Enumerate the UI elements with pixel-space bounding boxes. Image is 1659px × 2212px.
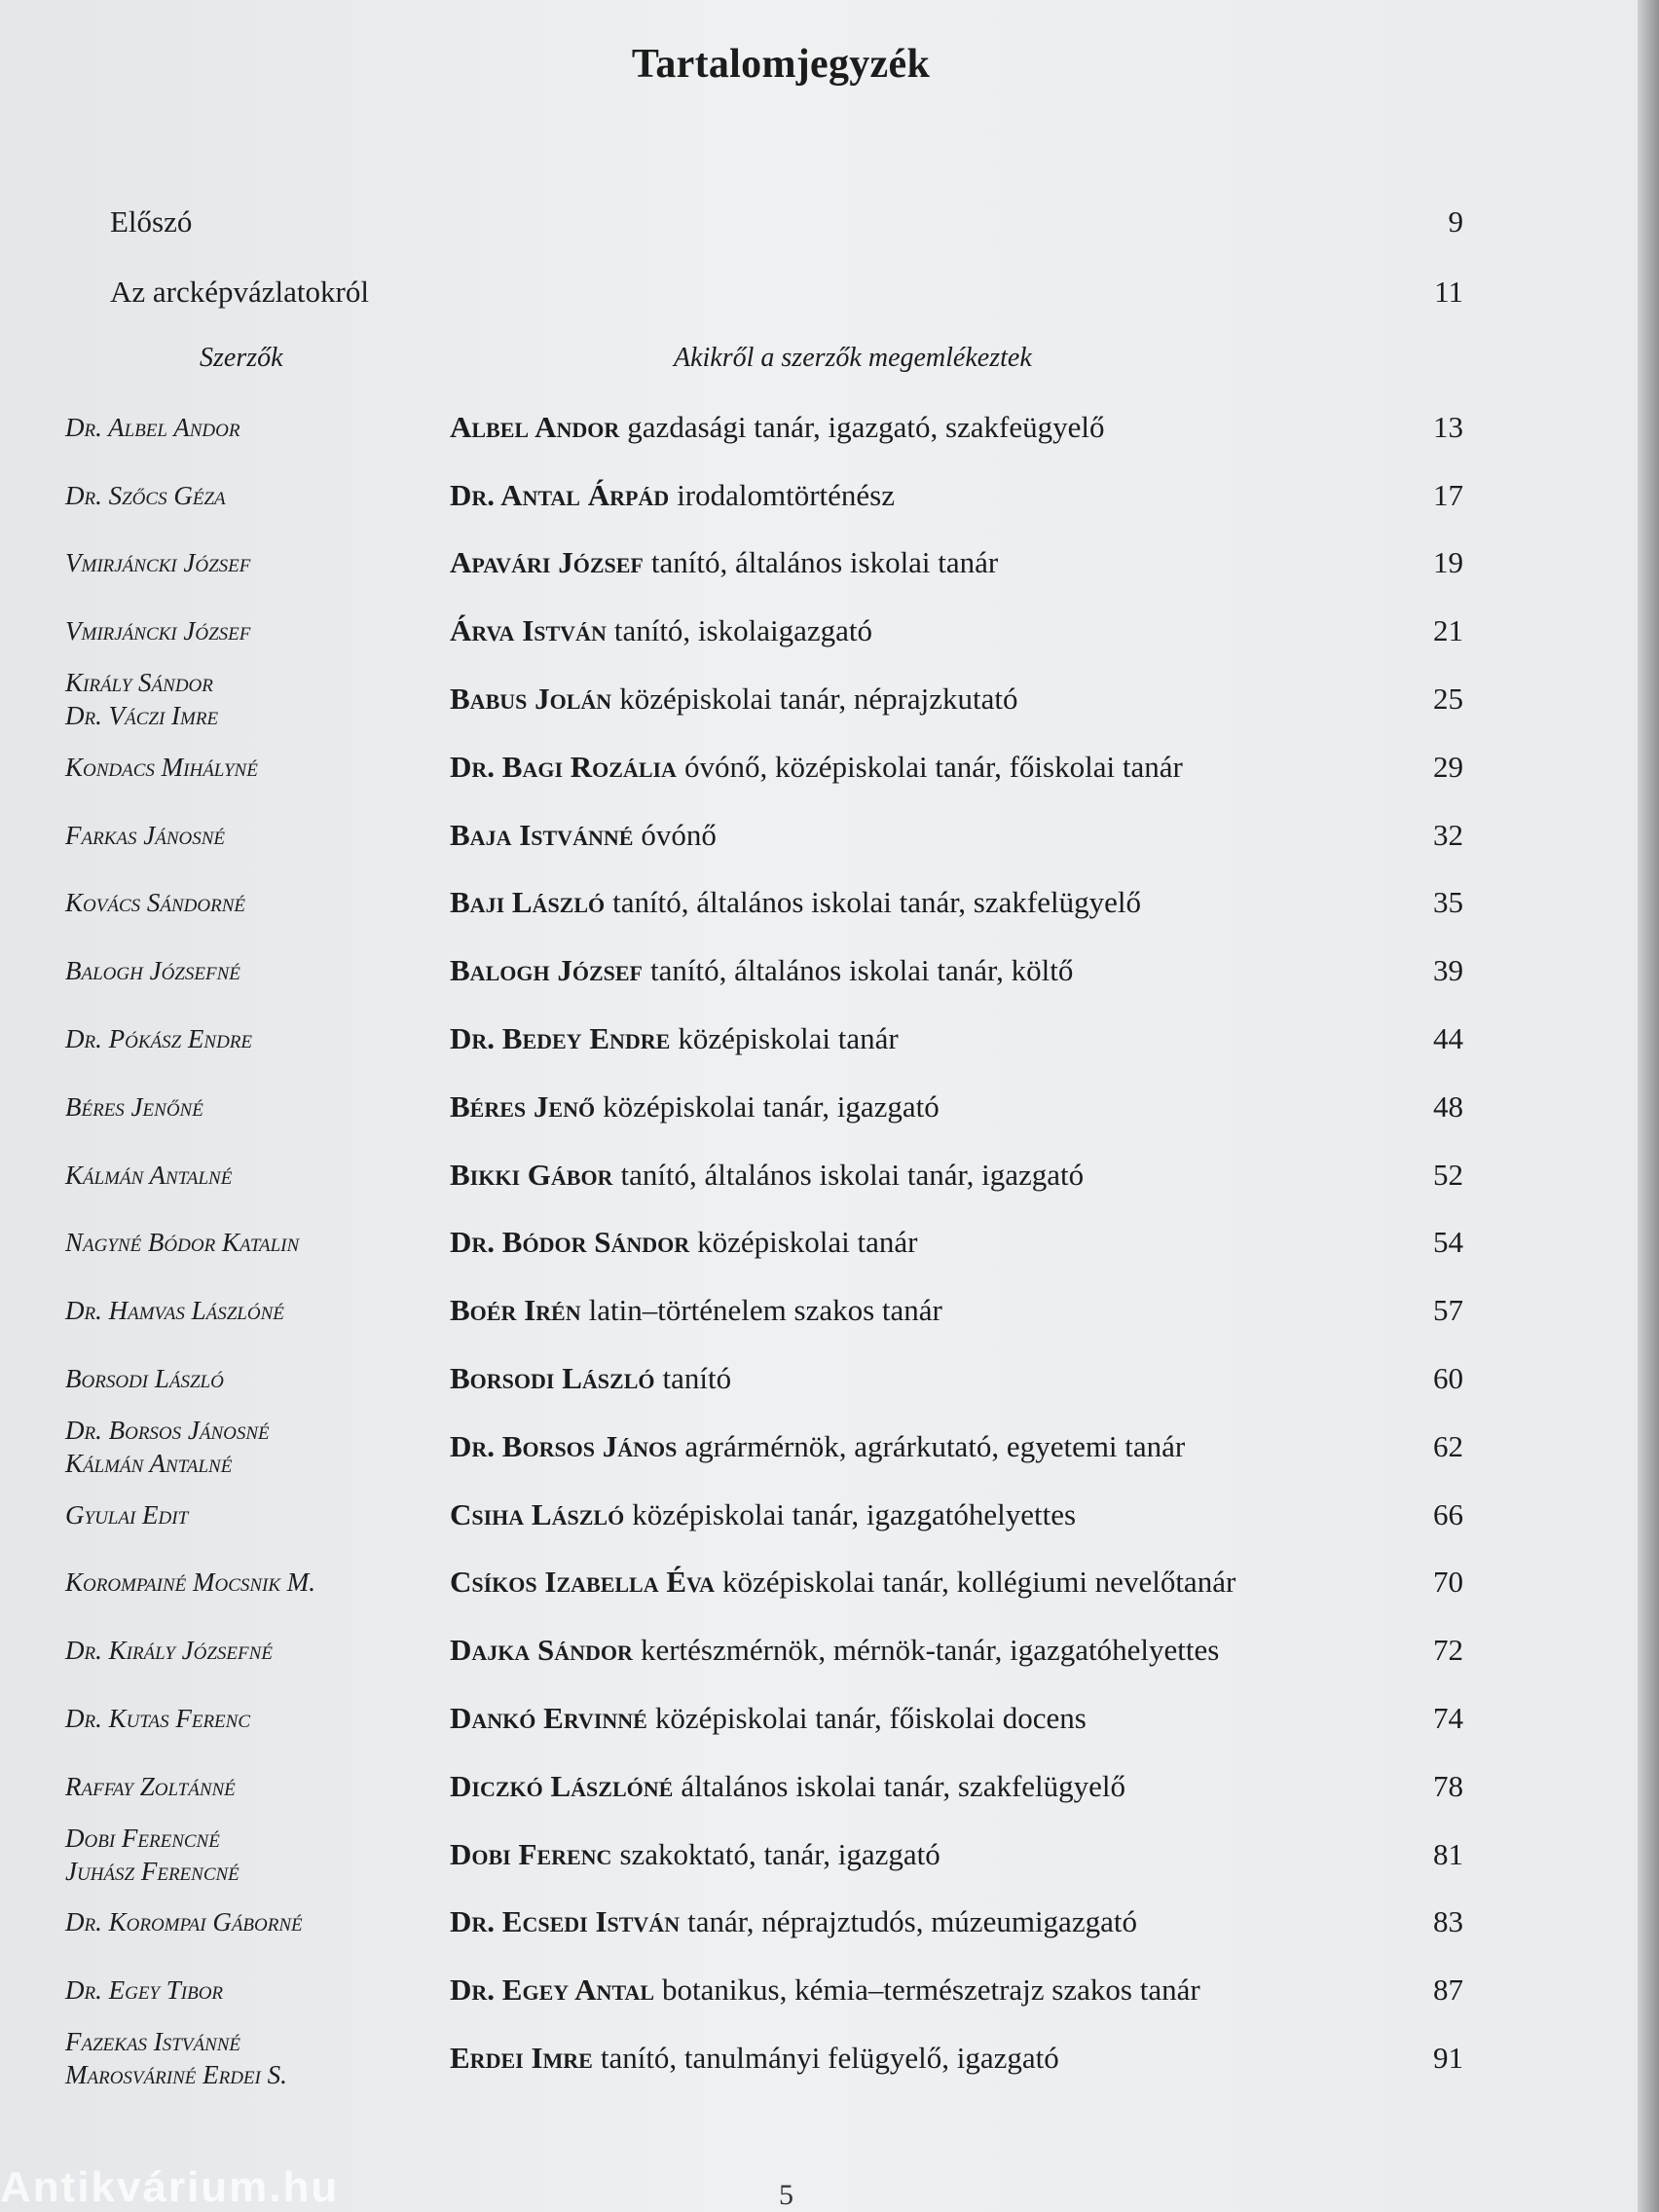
subject-description: középiskolai tanár [678,1021,899,1056]
toc-entry [0,1209,1659,1277]
author-name: Balogh Józsefné [65,956,240,986]
toc-entry [0,1821,1659,1889]
subject-name: Baji László [450,885,606,920]
toc-intro-portraits [110,275,1463,310]
toc-entry [0,2024,1659,2092]
author-name: Kálmán Antalné [65,1448,233,1478]
subject-name: Diczkó Lászlóné [450,1768,674,1803]
subject-description: tanító [662,1361,732,1396]
subject-description: tanár, néprajztudós, múzeumigazgató [687,1904,1137,1939]
toc-entry [0,1549,1659,1617]
entry-subject [450,1752,1384,1821]
author-name: Dr. Szőcs Géza [65,480,226,510]
subject-name: Árva István [450,613,607,648]
subject-name: Balogh József [450,953,643,988]
subject-name: Dr. Bagi Rozália [450,749,677,784]
entry-subject [450,597,1384,665]
subject-name: Bikki Gábor [450,1157,613,1192]
subject-name: Dajka Sándor [450,1633,633,1668]
toc-entry [0,1345,1659,1413]
subject-description: óvónő, középiskolai tanár, főiskolai tanár [683,749,1183,784]
author-name: Dr. Kutas Ferenc [65,1704,251,1734]
author-name: Dr. Borsos Jánosné [65,1415,270,1445]
entry-authors [65,1684,435,1752]
toc-entry [0,1616,1659,1684]
toc-entry [0,869,1659,938]
entry-page-number: 52 [1433,1157,1463,1192]
intro-page: 9 [1448,204,1463,239]
subject-description: tanító, általános iskolai tanár [650,545,999,580]
subject-name: Erdei Imre [450,2041,593,2076]
entry-subject [450,1276,1384,1345]
entry-authors [65,869,435,938]
entry-authors [65,1209,435,1277]
entry-authors [65,1345,435,1413]
toc-entry [0,1684,1659,1752]
subject-name: Boér Irén [450,1293,581,1328]
entry-subject [450,1616,1384,1684]
subject-description: irodalomtörténész [677,477,895,512]
entry-subject [450,1209,1384,1277]
subject-description: középiskolai tanár, kollégiumi nevelőtanár [721,1565,1236,1600]
toc-entry [0,665,1659,733]
entry-subject [450,733,1384,801]
entry-subject [450,801,1384,869]
entry-page-number: 72 [1433,1633,1463,1668]
intro-label: Az arcképvázlatokról [110,275,369,309]
subject-name: Dr. Antal Árpád [450,477,670,512]
entry-authors [65,1141,435,1209]
entry-authors [65,1005,435,1073]
author-name: Dr. Albel Andor [65,412,240,442]
entry-page-number: 83 [1433,1904,1463,1939]
intro-page: 11 [1434,275,1463,309]
subject-name: Csiha László [450,1496,625,1531]
entry-page-number: 19 [1433,545,1463,580]
entry-authors [65,393,435,461]
entry-page-number: 60 [1433,1361,1463,1396]
entry-subject [450,1549,1384,1617]
subject-name: Apavári József [450,545,644,580]
entry-subject [450,1956,1384,2024]
entry-page-number: 35 [1433,885,1463,920]
entry-subject [450,1481,1384,1549]
page-title: Tartalomjegyzék [631,42,931,87]
author-name: Marosváriné Erdei S. [65,2060,287,2090]
entry-subject [450,1345,1384,1413]
entry-authors [65,1616,435,1684]
toc-entry [0,597,1659,665]
entry-subject [450,665,1384,733]
entry-page-number: 25 [1433,682,1463,717]
author-name: Farkas Jánosné [65,820,225,850]
entry-page-number: 54 [1433,1225,1463,1260]
toc-entry [0,937,1659,1005]
entry-authors [65,733,435,801]
entry-authors [65,1889,435,1957]
entry-page-number: 62 [1433,1428,1463,1463]
watermark: Antikvárium.hu [0,2163,340,2211]
entry-page-number: 13 [1433,409,1463,444]
entry-page-number: 87 [1433,1972,1463,2008]
entry-subject [450,1141,1384,1209]
subject-name: Baja Istvánné [450,817,634,852]
author-name: Vmirjáncki József [65,548,251,578]
toc-entry [0,461,1659,530]
entry-authors [65,1413,435,1481]
toc-entry [0,1889,1659,1957]
entry-page-number: 74 [1433,1701,1463,1736]
entry-page-number: 29 [1433,749,1463,784]
entry-subject [450,393,1384,461]
toc-entry [0,1481,1659,1549]
entry-subject [450,1413,1384,1481]
entry-page-number: 32 [1433,817,1463,852]
author-name: Kondacs Mihályné [65,752,258,782]
entry-authors [65,461,435,530]
entry-subject [450,1821,1384,1889]
author-name: Kovács Sándorné [65,888,245,918]
author-name: Dr. Pókász Endre [65,1024,253,1054]
entry-authors [65,1549,435,1617]
entry-authors [65,801,435,869]
entry-authors [65,937,435,1005]
author-name: Borsodi László [65,1364,224,1394]
subject-description: óvónő [641,817,717,852]
entry-page-number: 39 [1433,953,1463,988]
intro-label: Előszó [110,204,193,239]
author-name: Dobi Ferencné [65,1823,220,1853]
entry-authors [65,1752,435,1821]
author-name: Király Sándor [65,668,213,698]
subject-description: középiskolai tanár, igazgatóhelyettes [632,1496,1077,1531]
author-name: Dr. Király Józsefné [65,1636,273,1666]
entry-authors [65,1821,435,1889]
author-name: Korompainé Mocsnik M. [65,1567,316,1598]
subject-name: Dankó Ervinné [450,1701,647,1736]
entry-page-number: 57 [1433,1293,1463,1328]
author-name: Kálmán Antalné [65,1160,233,1190]
subject-description: kertészmérnök, mérnök-tanár, igazgatóhelyettes [640,1633,1220,1668]
subject-description: általános iskolai tanár, szakfelügyelő [681,1768,1126,1803]
entry-authors [65,1073,435,1141]
subject-name: Dr. Ecsedi István [450,1904,681,1939]
subject-description: latin–történelem szakos tanár [588,1293,942,1328]
toc-entry [0,1141,1659,1209]
entry-authors [65,2024,435,2092]
toc-entry [0,1752,1659,1821]
authors-column-header: Szerzők [200,343,283,373]
toc-entry [0,1005,1659,1073]
toc-entries [0,393,1659,2092]
subject-name: Béres Jenő [450,1088,596,1124]
entry-authors [65,597,435,665]
subjects-column-header: Akikről a szerzők megemlékeztek [674,343,1032,373]
subject-description: botanikus, kémia–természetrajz szakos tanár [662,1972,1200,2008]
entry-page-number: 81 [1433,1836,1463,1871]
toc-entry [0,1956,1659,2024]
subject-description: tanító, általános iskolai tanár, szakfelügyelő [612,885,1141,920]
subject-description: tanító, tanulmányi felügyelő, igazgató [600,2041,1059,2076]
toc-entry [0,530,1659,598]
subject-description: középiskolai tanár [697,1225,918,1260]
toc-entry [0,733,1659,801]
subject-name: Csíkos Izabella Éva [450,1565,715,1600]
author-name: Dr. Egey Tibor [65,1975,224,2006]
subject-description: agrármérnök, agrárkutató, egyetemi tanár [684,1428,1186,1463]
entry-authors [65,1276,435,1345]
subject-name: Dobi Ferenc [450,1836,612,1871]
entry-subject [450,869,1384,938]
toc-entry [0,1413,1659,1481]
subject-name: Borsodi László [450,1361,655,1396]
author-name: Nagyné Bódor Katalin [65,1228,300,1258]
entry-authors [65,530,435,598]
entry-page-number: 48 [1433,1088,1463,1124]
entry-subject [450,1005,1384,1073]
author-name: Gyulai Edit [65,1499,189,1530]
author-name: Vmirjáncki József [65,616,251,646]
toc-entry [0,801,1659,869]
entry-page-number: 66 [1433,1496,1463,1531]
subject-description: tanító, általános iskolai tanár, igazgató [620,1157,1085,1192]
subject-name: Dr. Bedey Endre [450,1021,671,1056]
subject-description: tanító, általános iskolai tanár, költő [649,953,1074,988]
subject-name: Dr. Egey Antal [450,1972,655,2008]
toc-entry [0,1276,1659,1345]
subject-description: középiskolai tanár, főiskolai docens [654,1701,1087,1736]
subject-description: tanító, iskolaigazgató [613,613,872,648]
toc-intro-preface [110,204,1463,240]
subject-description: gazdasági tanár, igazgató, szakfeügyelő [627,409,1105,444]
author-name: Juhász Ferencné [65,1856,240,1886]
entry-subject [450,461,1384,530]
toc-entry [0,393,1659,461]
entry-page-number: 70 [1433,1565,1463,1600]
subject-name: Dr. Bódor Sándor [450,1225,690,1260]
subject-description: középiskolai tanár, igazgató [603,1088,940,1124]
entry-page-number: 91 [1433,2041,1463,2076]
author-name: Fazekas Istvánné [65,2027,241,2057]
entry-subject [450,937,1384,1005]
entry-page-number: 44 [1433,1021,1463,1056]
entry-subject [450,530,1384,598]
entry-authors [65,1956,435,2024]
subject-name: Babus Jolán [450,682,612,717]
author-name: Dr. Korompai Gáborné [65,1907,303,1937]
entry-subject [450,1684,1384,1752]
toc-entry [0,1073,1659,1141]
subject-description: szakoktató, tanár, igazgató [619,1836,940,1871]
entry-subject [450,1889,1384,1957]
subject-name: Dr. Borsos János [450,1428,678,1463]
page-number: 5 [779,2179,793,2211]
entry-page-number: 17 [1433,477,1463,512]
author-name: Béres Jenőné [65,1091,203,1122]
entry-authors [65,1481,435,1549]
entry-authors [65,665,435,733]
subject-description: középiskolai tanár, néprajzkutató [619,682,1018,717]
subject-name: Albel Andor [450,409,620,444]
entry-page-number: 78 [1433,1768,1463,1803]
author-name: Raffay Zoltánné [65,1771,236,1801]
author-name: Dr. Váczi Imre [65,701,219,731]
entry-subject [450,2024,1384,2092]
entry-subject [450,1073,1384,1141]
author-name: Dr. Hamvas Lászlóné [65,1296,284,1326]
entry-page-number: 21 [1433,613,1463,648]
